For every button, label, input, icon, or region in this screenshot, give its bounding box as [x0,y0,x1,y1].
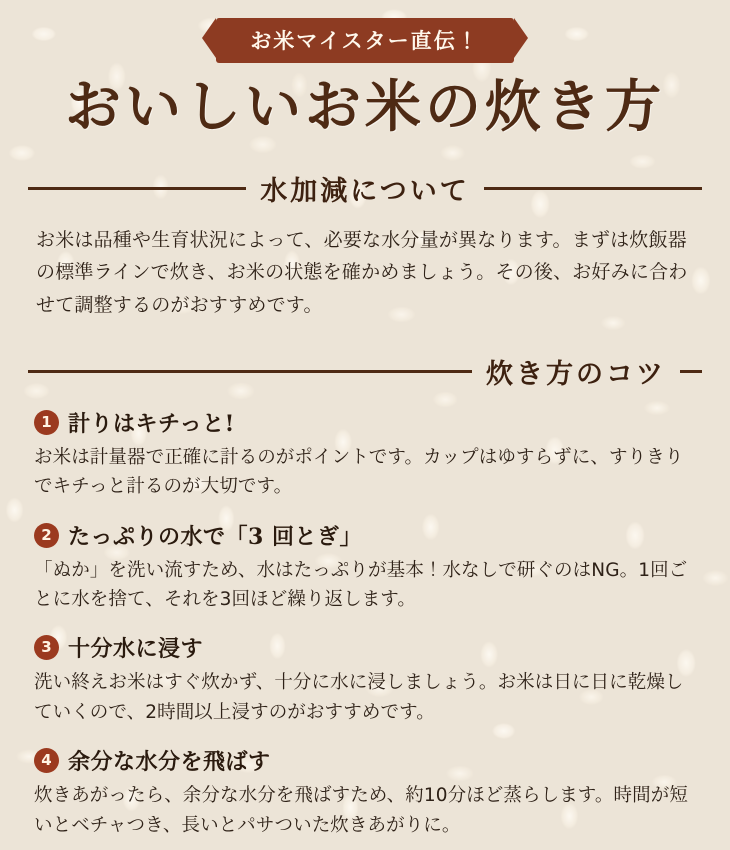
section-heading-water [28,169,702,208]
section-title-water: 水加減について [260,175,470,207]
tip-title: 計りはキチっと! [68,410,235,437]
step-number-badge: 2 [34,523,59,548]
tip-header [34,632,696,663]
heading-rule-right-2 [680,370,702,373]
ribbon-banner: お米マイスター直伝！ [216,18,513,63]
section-heading-tips [28,352,702,391]
step-number-badge: 1 [34,410,59,435]
list-item [34,520,696,614]
step-number-badge: 3 [34,635,59,660]
tip-body: 炊きあがったら、余分な水分を飛ばすため、約10分ほど蒸らします。時間が短いとベチャつき、長いとパサついた炊きあがりに。 [34,785,688,836]
tips-list [34,407,696,840]
step-number-badge: 4 [34,748,59,773]
tip-header [34,745,696,776]
poster-header [0,0,730,139]
section-title-tips: 炊き方のコツ [486,358,666,390]
tip-body: 洗い終えお米はすぐ炊かず、十分に水に浸しましょう。お米は日に日に乾燥していくので、2時間以上浸すのがおすすめです。 [34,672,684,723]
list-item [34,407,696,501]
list-item [34,745,696,839]
page-title: おいしいお米の炊き方 [65,74,665,140]
tip-header [34,407,696,438]
tip-body: お米は計量器で正確に計るのがポイントです。カップはゆすらずに、すりきりでキチっと計るのが大切です。 [34,446,684,497]
list-item [34,632,696,726]
tip-title: 十分水に浸す [68,636,204,663]
tip-body: 「ぬか」を洗い流すため、水はたっぷりが基本！水なしで研ぐのはNG。1回ごとに水を捨て、それを3回ほど繰り返します。 [34,559,688,610]
section-body-water: お米は品種や生育状況によって、必要な水分量が異なります。まずは炊飯器の標準ラインで炊き、お米の状態を確かめましょう。その後、お好みに合わせて調整するのがおすすめです。 [36,228,688,316]
heading-rule-right [484,187,702,190]
tip-title: 余分な水分を飛ばす [68,749,271,776]
heading-rule-left-2 [28,370,472,373]
tip-title: たっぷりの水で「3 回とぎ」 [68,523,362,550]
tip-header [34,520,696,551]
heading-rule-left [28,187,246,190]
